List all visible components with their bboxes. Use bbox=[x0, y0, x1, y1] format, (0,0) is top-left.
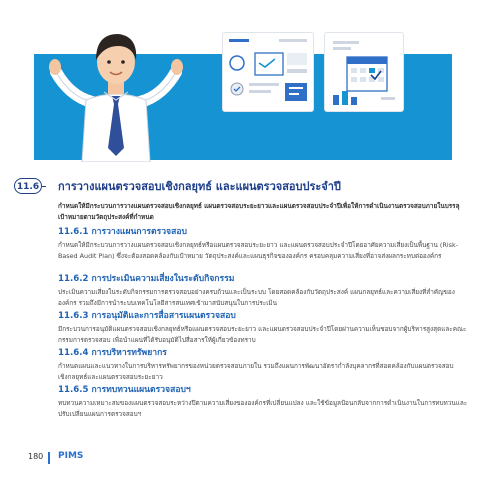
subsection-text-11-6-3: มีกระบวนการอนุมัติแผนตรวจสอบเชิงกลยุทธ์หรือแผนตรวจสอบระยะยาว และแผนตรวจสอบประจำปีโดยผ่านความเห็นชอบจากผู้บริหารสูงสุดและคณะกรรมการตรวจสอบ เพื่อนำแผนที่ได้รับอนุมัติไปสื่อสารให้ผู้เกี่ยวข้องทราบ bbox=[58, 325, 467, 344]
illustration-banner bbox=[34, 12, 452, 162]
section-heading bbox=[14, 176, 474, 196]
section-heading-connector bbox=[42, 186, 46, 187]
page-number: 180 bbox=[28, 452, 44, 461]
presenter-illustration bbox=[46, 20, 186, 162]
subsection-heading-11-6-4: 11.6.4 การบริหารทรัพยากร bbox=[58, 348, 167, 358]
audit-plan-board-icon bbox=[222, 32, 314, 112]
section-intro: กำหนดให้มีกระบวนการวางแผนตรวจสอบเชิงกลยุทธ์ แผนตรวจสอบระยะยาวและแผนตรวจสอบประจำปีเพื่อให้การดำเนินงานตรวจสอบภายในบรรลุเป้าหมายตามวัตถุประสงค์ที่กำหนด bbox=[58, 202, 460, 221]
section-number-badge: 11.6 bbox=[14, 178, 42, 194]
subsection-text-11-6-1: กำหนดให้มีกระบวนการวางแผนตรวจสอบเชิงกลยุทธ์หรือแผนตรวจสอบระยะยาว และแผนตรวจสอบประจำปีโดยอาศัยความเสี่ยงเป็นพื้นฐาน (Risk-Based Audit Plan) ซึ่งจะต้องสอดคล้องกับเป้าหมาย วัตถุประสงค์และแผนธุรกิจขององค์กร ครอบคลุมความเสี่ยงที่อาจส่งผลกระทบต่อองค์กร bbox=[58, 241, 458, 260]
subsection-text-11-6-4: กำหนดแผนและแนวทางในการบริหารทรัพยากรของหน่วยตรวจสอบภายใน รวมถึงแผนการพัฒนาอัตรากำลังบุคลากรที่สอดคล้องกับแผนตรวจสอบเชิงกลยุทธ์และแผนตรวจสอบระยะยาว bbox=[58, 362, 454, 381]
subsection-text-11-6-5: ทบทวนความเหมาะสมของแผนตรวจสอบระหว่างปีตามความเสี่ยงขององค์กรที่เปลี่ยนแปลง และใช้ข้อมูลป้อนกลับจากการดำเนินงานในการทบทวนและปรับเปลี่ยนแผนการตรวจสอบฯ bbox=[58, 399, 468, 418]
pims-logo: PIMS bbox=[58, 451, 84, 461]
subsection-heading-11-6-5: 11.6.5 การทบทวนแผนตรวจสอบฯ bbox=[58, 385, 191, 395]
section-title: การวางแผนตรวจสอบเชิงกลยุทธ์ และแผนตรวจสอบประจำปี bbox=[58, 180, 341, 193]
subsection-heading-11-6-1: 11.6.1 การวางแผนการตรวจสอบ bbox=[58, 227, 187, 237]
page-footer bbox=[0, 448, 480, 472]
subsection-heading-11-6-2: 11.6.2 การประเมินความเสี่ยงในระดับกิจกรรม bbox=[58, 274, 235, 284]
calendar-chart-board-icon bbox=[324, 32, 404, 112]
footer-divider bbox=[48, 452, 50, 464]
subsection-text-11-6-2: ประเมินความเสี่ยงในระดับกิจกรรมการตรวจสอบอย่างครบถ้วนและเป็นระบบ โดยสอดคล้องกับวัตถุประสงค์ แผนกลยุทธ์และความเสี่ยงที่สำคัญขององค์กร รวมถึงมีการนำระบบเทคโนโลยีสารสนเทศเข้ามาสนับสนุนในการประเมิน bbox=[58, 288, 455, 307]
subsection-heading-11-6-3: 11.6.3 การอนุมัติและการสื่อสารแผนตรวจสอบ bbox=[58, 311, 236, 321]
